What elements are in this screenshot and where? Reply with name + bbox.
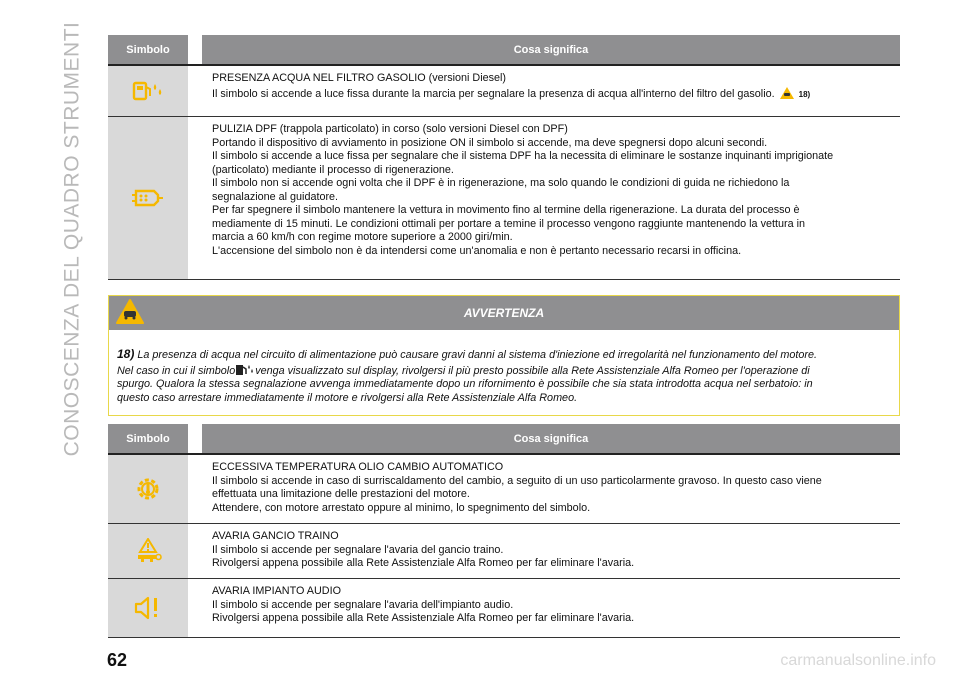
audio-system-failure-icon	[131, 595, 165, 621]
warning-box	[108, 295, 900, 416]
symbols-table-2	[108, 424, 900, 638]
row-title: PULIZIA DPF (trappola particolato) in corso (solo versioni Diesel con DPF)	[212, 123, 568, 135]
warning-text: 18) La presenza di acqua nel circuito di alimentazione può causare gravi danni al sistema d'iniezione ed irregolarità nel funzionamento del motore. Nel caso in cui il simbolo venga visualizzato sul display, rivolgersi il più presto possibile alla Rete Assistenziale Alfa Romeo per l'operazione di spurgo. Qualora la stessa segnalazione avvenga immediatamente dopo un rifornimento è possibile che sia stata introdotta acqua nel serbatoio: in questo caso arrestare immediatamente il motore e rivolgersi alla Rete Assistenziale Alfa Romeo.	[117, 347, 818, 404]
warning-header	[109, 296, 899, 330]
table-row: AVARIA IMPIANTO AUDIO Il simbolo si accende per segnalare l'avaria dell'impianto audio. Rivolgersi appena possibile alla Rete Assistenziale Alfa Romeo per far eliminare l'avaria.	[108, 579, 900, 638]
table-header	[108, 35, 900, 66]
header-symbol: Simbolo	[126, 432, 170, 445]
warning-triangle-icon	[779, 86, 795, 100]
row-text: Il simbolo si accende a luce fissa durante la marcia per segnalare la presenza di acqua all'interno del filtro del gasolio.	[212, 87, 775, 100]
table-row: AVARIA GANCIO TRAINO Il simbolo si accende per segnalare l'avaria del gancio traino. Rivolgersi appena possibile alla Rete Assistenziale Alfa Romeo per far eliminare l'avaria.	[108, 524, 900, 579]
warning-triangle-icon	[115, 298, 145, 326]
warning-reference[interactable]: 18)	[798, 89, 811, 99]
warning-title: AVVERTENZA	[463, 306, 545, 320]
header-symbol: Simbolo	[126, 43, 170, 56]
row-title: PRESENZA ACQUA NEL FILTRO GASOLIO (versioni Diesel)	[212, 72, 506, 84]
table-row	[108, 66, 900, 117]
row-title: ECCESSIVA TEMPERATURA OLIO CAMBIO AUTOMATICO	[212, 461, 504, 473]
header-meaning: Cosa significa	[513, 43, 589, 56]
symbols-table-1	[108, 35, 900, 280]
warning-number: 18)	[117, 347, 135, 361]
row-title: AVARIA IMPIANTO AUDIO	[212, 585, 341, 597]
page-number: 62	[107, 650, 128, 670]
watermark: carmanualsonline.info	[780, 652, 936, 669]
table-row: ECCESSIVA TEMPERATURA OLIO CAMBIO AUTOMATICO Il simbolo si accende in caso di surriscaldamento del cambio, a seguito di un uso particolarmente gravoso. In questo caso viene effettuata una limitazione delle prestazioni del motore. Attendere, con motore arrestato oppure al minimo, lo spegnimento del simbolo.	[108, 455, 900, 524]
section-title-text: CONOSCENZA DEL QUADRO STRUMENTI	[60, 21, 84, 457]
transmission-oil-temperature-icon	[131, 476, 165, 502]
section-side-title	[52, 21, 92, 457]
water-in-fuel-icon	[131, 78, 165, 104]
table-row: PULIZIA DPF (trappola particolato) in corso (solo versioni Diesel con DPF) Portando il dispositivo di avviamento in posizione ON il simbolo si accende, ma deve spegnersi dopo alcuni secondi. Il simbolo si accende a luce fissa per segnalare che il sistema DPF ha la necessita di eliminare le sostanze inquinanti imprigionate (particolato) mediante il processo di rigenerazione. Il simbolo non si accende ogni volta che il DPF è in rigenerazione, ma solo quando le condizioni di guida ne richiedono la segnalazione al guidatore. Per far spegnere il simbolo mantenere la vettura in movimento fino al termine della rigenerazione. La durata del processo è mediamente di 15 minuti. Le condizioni ottimali per portare a temine il processo vengono raggiunte mantenendo la vettura in marcia a 60 km/h con regime motore superiore a 2000 giri/min. L'accensione del simbolo non è da intendersi come un'anomalia e non è pertanto necessario recarsi in officina.	[108, 117, 900, 280]
dpf-regeneration-icon	[131, 185, 165, 211]
table-header	[108, 424, 900, 455]
row-title: AVARIA GANCIO TRAINO	[212, 530, 339, 542]
water-in-fuel-icon	[235, 363, 255, 376]
header-meaning: Cosa significa	[513, 432, 589, 445]
tow-hook-failure-icon	[131, 538, 165, 564]
